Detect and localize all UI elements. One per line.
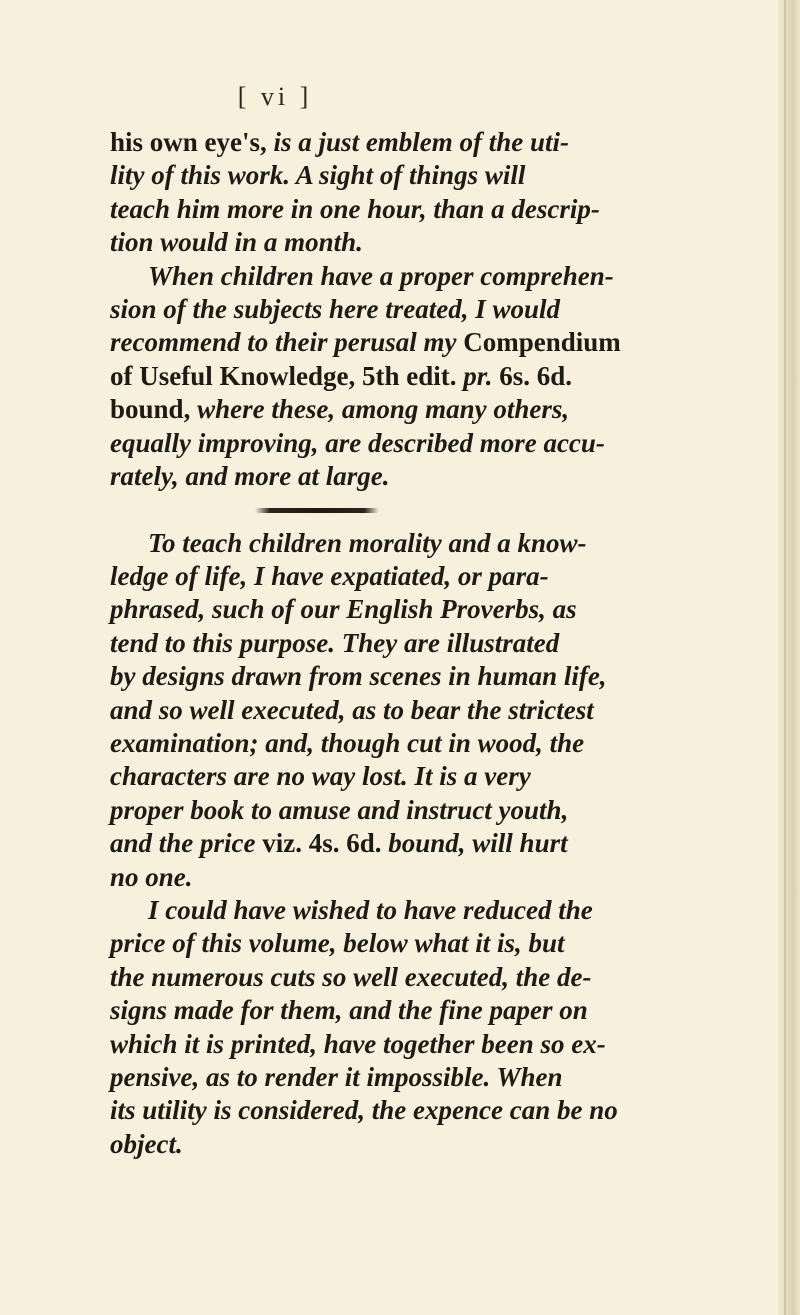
text-line: To teach children morality and a know-: [148, 527, 587, 558]
text-line: the numerous cuts so well executed, the de-: [110, 961, 592, 992]
text-line: sion of the subjects here treated, I would: [110, 293, 561, 324]
text-line: its utility is considered, the expence can be no: [110, 1095, 618, 1126]
text-line: lity of this work. A sight of things will: [110, 160, 526, 191]
text-line: teach him more in one hour, than a descrip-: [110, 193, 600, 224]
text-line: tion would in a month.: [110, 227, 363, 258]
text-line: I could have wished to have reduced the: [148, 894, 593, 925]
text-line: no one.: [110, 861, 193, 892]
text-line: proper book to amuse and instruct youth,: [110, 794, 569, 825]
text-line: ledge of life, I have expatiated, or para-: [110, 561, 549, 592]
text-line: pensive, as to render it impossible. When: [110, 1061, 563, 1092]
text-line: tend to this purpose. They are illustrated: [110, 627, 560, 658]
text-line: rately, and more at large.: [110, 460, 390, 491]
page-number: [ vi ]: [237, 82, 313, 111]
separator: [110, 493, 750, 526]
text-line: characters are no way lost. It is a very: [110, 761, 531, 792]
text-line: his own eye's, is a just emblem of the uti-: [110, 127, 570, 157]
text-line: object.: [110, 1128, 183, 1159]
text-line: When children have a proper comprehen-: [148, 260, 614, 291]
text-line: of Useful Knowledge, 5th edit. pr. 6s. 6d.: [110, 360, 573, 391]
text-line: recommend to their perusal my Compendium: [110, 327, 621, 358]
separator-rule: [255, 508, 379, 513]
text-line: which it is printed, have together been so ex-: [110, 1028, 606, 1059]
page-edge: [778, 0, 800, 1315]
body-text: [110, 126, 750, 1161]
text-line: by designs drawn from scenes in human life,: [110, 661, 607, 692]
text-line: and so well executed, as to bear the strictest: [110, 694, 594, 725]
text-line: price of this volume, below what it is, but: [110, 928, 565, 959]
text-line: equally improving, are described more accu-: [110, 427, 605, 458]
text-line: phrased, such of our English Proverbs, as: [110, 594, 577, 625]
text-line: and the price viz. 4s. 6d. bound, will hurt: [110, 828, 568, 859]
text-line: signs made for them, and the fine paper on: [110, 995, 588, 1026]
text-line: bound, where these, among many others,: [110, 394, 570, 425]
text-line: examination; and, though cut in wood, the: [110, 728, 585, 759]
